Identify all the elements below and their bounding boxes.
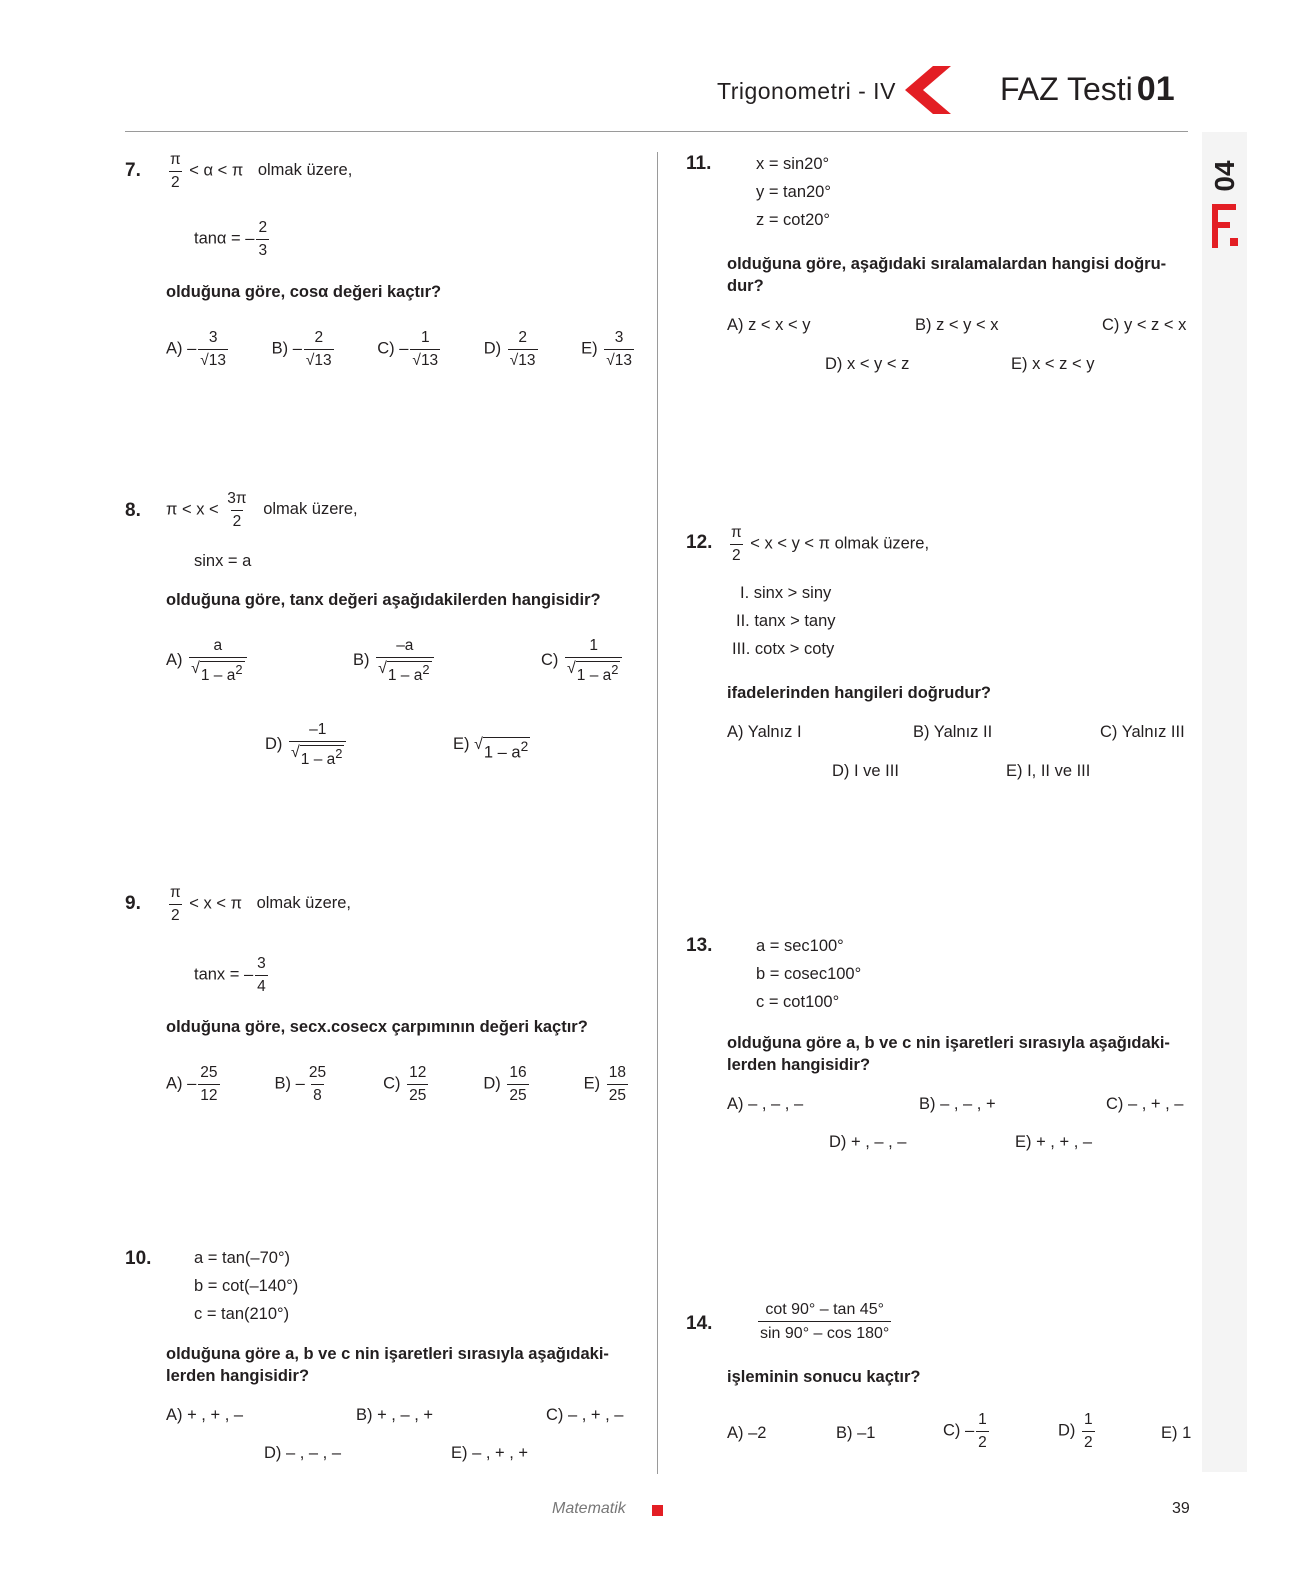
- option-a[interactable]: A) a √ $1 - a^2$: [166, 638, 249, 684]
- chevron-left-icon: [905, 66, 951, 114]
- question-10-line-a: a = tan(–70°): [194, 1249, 291, 1267]
- option-a[interactable]: A) z < x < y: [727, 316, 811, 334]
- question-8-number: 8.: [125, 500, 141, 521]
- question-14-text: işleminin sonucu kaçtır?: [727, 1368, 921, 1386]
- question-13-line-b: b = cosec100°: [756, 965, 862, 983]
- question-11-number: 11.: [686, 153, 712, 174]
- option-b[interactable]: B) –1: [836, 1424, 876, 1442]
- option-a[interactable]: A) + , + , –: [166, 1406, 244, 1424]
- header-divider: [125, 131, 1188, 132]
- question-12-text: ifadelerinden hangileri doğrudur?: [727, 684, 992, 702]
- question-11-line-x: x = sin20°: [756, 155, 830, 173]
- faz-logo-icon: [1208, 200, 1240, 252]
- option-e[interactable]: E) 1: [1161, 1424, 1192, 1442]
- side-band: [1202, 132, 1247, 1472]
- option-a[interactable]: A) – $\frac{3}{√13}$: [166, 329, 227, 369]
- question-9-options: [166, 1065, 630, 1103]
- question-8-condition: π < x < $\frac{3\pi}{2}$ olmak üzere,: [166, 490, 358, 530]
- question-14-expression: $\frac{\cot 90^\circ - \tan 45^\circ}{\sin 90^\circ - \cos 180^\circ}$: [760, 1301, 890, 1342]
- option-c[interactable]: C) $\frac{12}{25}$: [383, 1064, 427, 1104]
- option-d[interactable]: D) $\frac{1}{2}$: [1058, 1411, 1093, 1451]
- test-title-text: FAZ Testi: [1000, 71, 1133, 107]
- question-9-number: 9.: [125, 893, 141, 914]
- question-7-options: [166, 330, 636, 368]
- question-9-given: tanx = – $\frac{3}{4}$: [194, 955, 266, 995]
- option-b[interactable]: B) – , – , +: [919, 1095, 996, 1113]
- statement-2: II. tanx > tany: [736, 612, 836, 630]
- option-c[interactable]: C) Yalnız III: [1100, 723, 1185, 741]
- question-11-text-1: olduğuna göre, aşağıdaki sıralamalardan hangisi doğru-: [727, 255, 1167, 273]
- option-e[interactable]: E) I, II ve III: [1006, 762, 1091, 780]
- option-b[interactable]: B) – $\frac{2}{√13}$: [271, 329, 332, 369]
- option-c[interactable]: C) – , + , –: [1106, 1095, 1184, 1113]
- footer-subject: Matematik: [552, 1500, 626, 1517]
- option-a[interactable]: A) – $\frac{25}{12}$: [166, 1064, 218, 1104]
- question-11-text-2: dur?: [727, 277, 764, 295]
- question-13-number: 13.: [686, 935, 713, 956]
- option-e[interactable]: E) $\frac{3}{√13}$: [581, 329, 632, 369]
- option-d[interactable]: D) $\frac{16}{25}$: [483, 1064, 527, 1104]
- option-b[interactable]: B) + , – , +: [356, 1406, 434, 1424]
- question-11-line-z: z = cot20°: [756, 211, 831, 229]
- option-e[interactable]: E) – , + , +: [451, 1444, 529, 1462]
- question-13-line-a: a = sec100°: [756, 937, 844, 955]
- question-10-number: 10.: [125, 1248, 152, 1269]
- option-c[interactable]: C) – $\frac{1}{√13}$: [377, 329, 439, 369]
- option-c[interactable]: C) 1 √ $1 - a^2$: [541, 638, 624, 684]
- option-a[interactable]: A) – , – , –: [727, 1095, 804, 1113]
- option-e[interactable]: E) $\frac{18}{25}$: [583, 1064, 626, 1104]
- statement-3: III. cotx > coty: [732, 640, 835, 658]
- question-12-number: 12.: [686, 532, 713, 553]
- option-a[interactable]: A) –2: [727, 1424, 767, 1442]
- question-10-line-c: c = tan(210°): [194, 1305, 290, 1323]
- option-b[interactable]: B) – $\frac{25}{8}$: [274, 1064, 327, 1104]
- option-b[interactable]: B) Yalnız II: [913, 723, 993, 741]
- option-b[interactable]: B) –a √ $1 - a^2$: [353, 638, 436, 684]
- option-d[interactable]: D) I ve III: [832, 762, 899, 780]
- test-number: 01: [1136, 70, 1175, 108]
- question-10-text-2: lerden hangisidir?: [166, 1367, 310, 1385]
- option-d[interactable]: D) – , – , –: [264, 1444, 342, 1462]
- question-13-line-c: c = cot100°: [756, 993, 840, 1011]
- option-c[interactable]: C) y < z < x: [1102, 316, 1187, 334]
- option-d[interactable]: D) + , – , –: [829, 1133, 907, 1151]
- option-c[interactable]: C) – , + , –: [546, 1406, 624, 1424]
- question-9-text: olduğuna göre, secx.cosecx çarpımının değeri kaçtır?: [166, 1018, 588, 1036]
- question-12-condition: $\frac{\pi}{2}$ < x < y < π olmak üzere,: [731, 524, 930, 564]
- statement-1: I. sinx > siny: [740, 584, 832, 602]
- question-8-text: olduğuna göre, tanx değeri aşağıdakilerden hangisidir?: [166, 591, 601, 609]
- chapter-number: 04: [1209, 160, 1240, 192]
- option-b[interactable]: B) z < y < x: [915, 316, 999, 334]
- question-9-condition: $\frac{\pi}{2}$ < x < π olmak üzere,: [170, 884, 352, 924]
- option-d[interactable]: D) –1 √ $1 - a^2$: [265, 722, 348, 768]
- question-10-line-b: b = cot(–140°): [194, 1277, 299, 1295]
- question-14-number: 14.: [686, 1313, 713, 1334]
- question-10-text-1: olduğuna göre a, b ve c nin işaretleri sırasıyla aşağıdaki-: [166, 1345, 609, 1363]
- option-e[interactable]: E) √ $1 - a^2$: [453, 735, 529, 762]
- option-a[interactable]: A) Yalnız I: [727, 723, 802, 741]
- question-7-text: olduğuna göre, cosα değeri kaçtır?: [166, 283, 442, 301]
- question-7-number: 7.: [125, 160, 141, 181]
- question-7-condition: $\frac{\pi}{2}$ < α < π olmak üzere,: [170, 151, 353, 191]
- question-13-text-2: lerden hangisidir?: [727, 1056, 871, 1074]
- option-c[interactable]: C) – $\frac{1}{2}$: [943, 1411, 987, 1451]
- question-13-text-1: olduğuna göre a, b ve c nin işaretleri sırasıyla aşağıdaki-: [727, 1034, 1170, 1052]
- option-e[interactable]: E) x < z < y: [1011, 355, 1095, 373]
- option-d[interactable]: D) x < y < z: [825, 355, 910, 373]
- page-number: 39: [1172, 1500, 1190, 1517]
- question-8-given: sinx = a: [194, 552, 252, 570]
- option-d[interactable]: D) $\frac{2}{√13}$: [483, 329, 536, 369]
- question-7-given: tanα = – $\frac{2}{3}$: [194, 219, 268, 259]
- column-divider: [657, 152, 658, 1474]
- section-title: Trigonometri - IV: [717, 78, 896, 104]
- option-e[interactable]: E) + , + , –: [1015, 1133, 1093, 1151]
- test-title: [1000, 70, 1175, 109]
- footer-square-icon: [652, 1505, 663, 1516]
- question-11-line-y: y = tan20°: [756, 183, 831, 201]
